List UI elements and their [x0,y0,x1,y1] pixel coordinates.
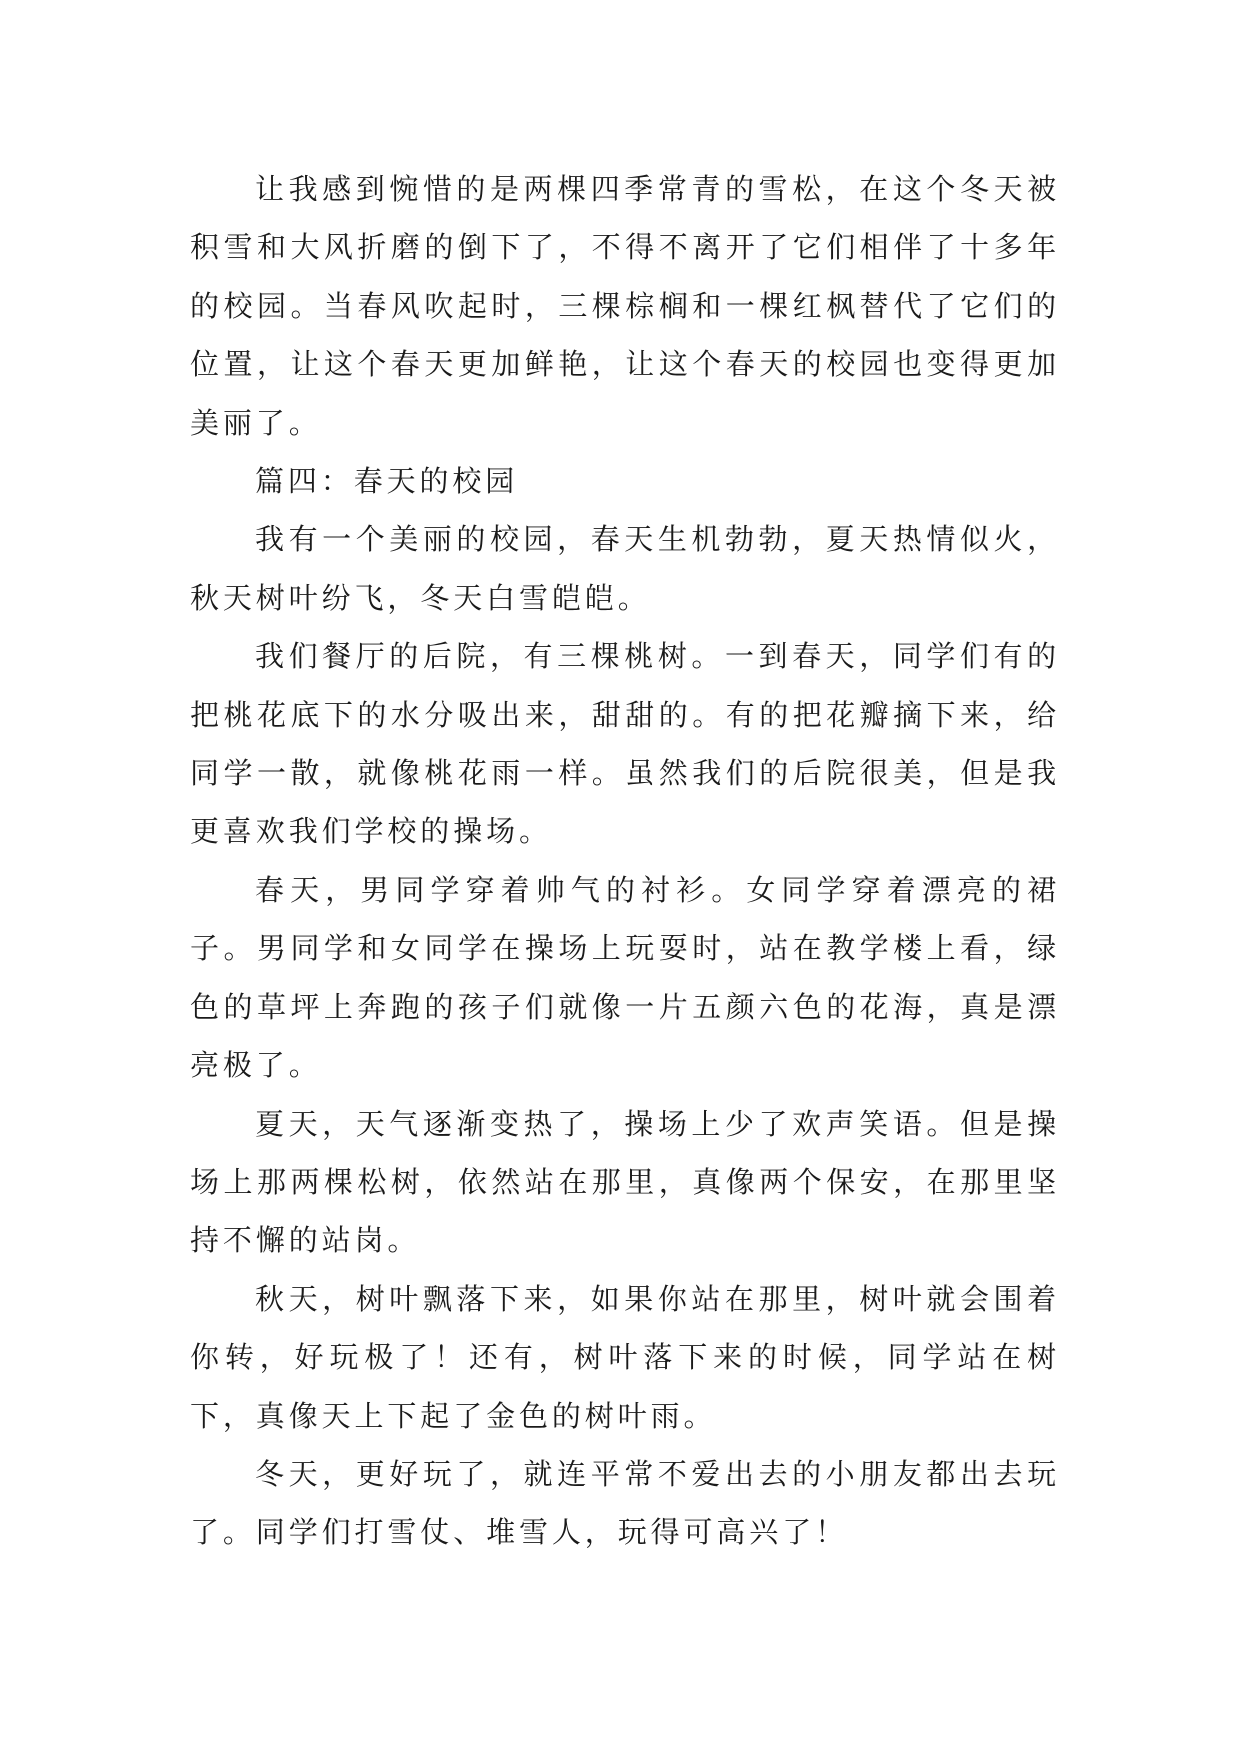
paragraph-1: 让我感到惋惜的是两棵四季常青的雪松，在这个冬天被积雪和大风折磨的倒下了，不得不离开了它们相伴了十多年的校园。当春风吹起时，三棵棕榈和一棵红枫替代了它们的位置，让这个春天更加鲜艳，让这个春天的校园也变得更加美丽了。 [190,172,1060,440]
document-body [190,160,1060,1562]
paragraph-3: 我们餐厅的后院，有三棵桃树。一到春天，同学们有的把桃花底下的水分吸出来，甜甜的。有的把花瓣摘下来，给同学一散，就像桃花雨一样。虽然我们的后院很美，但是我更喜欢我们学校的操场。 [190,639,1060,849]
paragraph-2: 我有一个美丽的校园，春天生机勃勃，夏天热情似火，秋天树叶纷飞，冬天白雪皑皑。 [190,522,1060,615]
paragraph-5: 夏天，天气逐渐变热了，操场上少了欢声笑语。但是操场上那两棵松树，依然站在那里，真像两个保安，在那里坚持不懈的站岗。 [190,1106,1060,1258]
paragraph-7: 冬天，更好玩了，就连平常不爱出去的小朋友都出去玩了。同学们打雪仗、堆雪人，玩得可高兴了！ [190,1456,1060,1550]
section-heading: 篇四：春天的校园 [255,464,519,499]
paragraph-6: 秋天，树叶飘落下来，如果你站在那里，树叶就会围着你转，好玩极了！还有，树叶落下来的时候，同学站在树下，真像天上下起了金色的树叶雨。 [190,1281,1060,1433]
paragraph-4: 春天，男同学穿着帅气的衬衫。女同学穿着漂亮的裙子。男同学和女同学在操场上玩耍时，站在教学楼上看，绿色的草坪上奔跑的孩子们就像一片五颜六色的花海，真是漂亮极了。 [190,872,1060,1083]
